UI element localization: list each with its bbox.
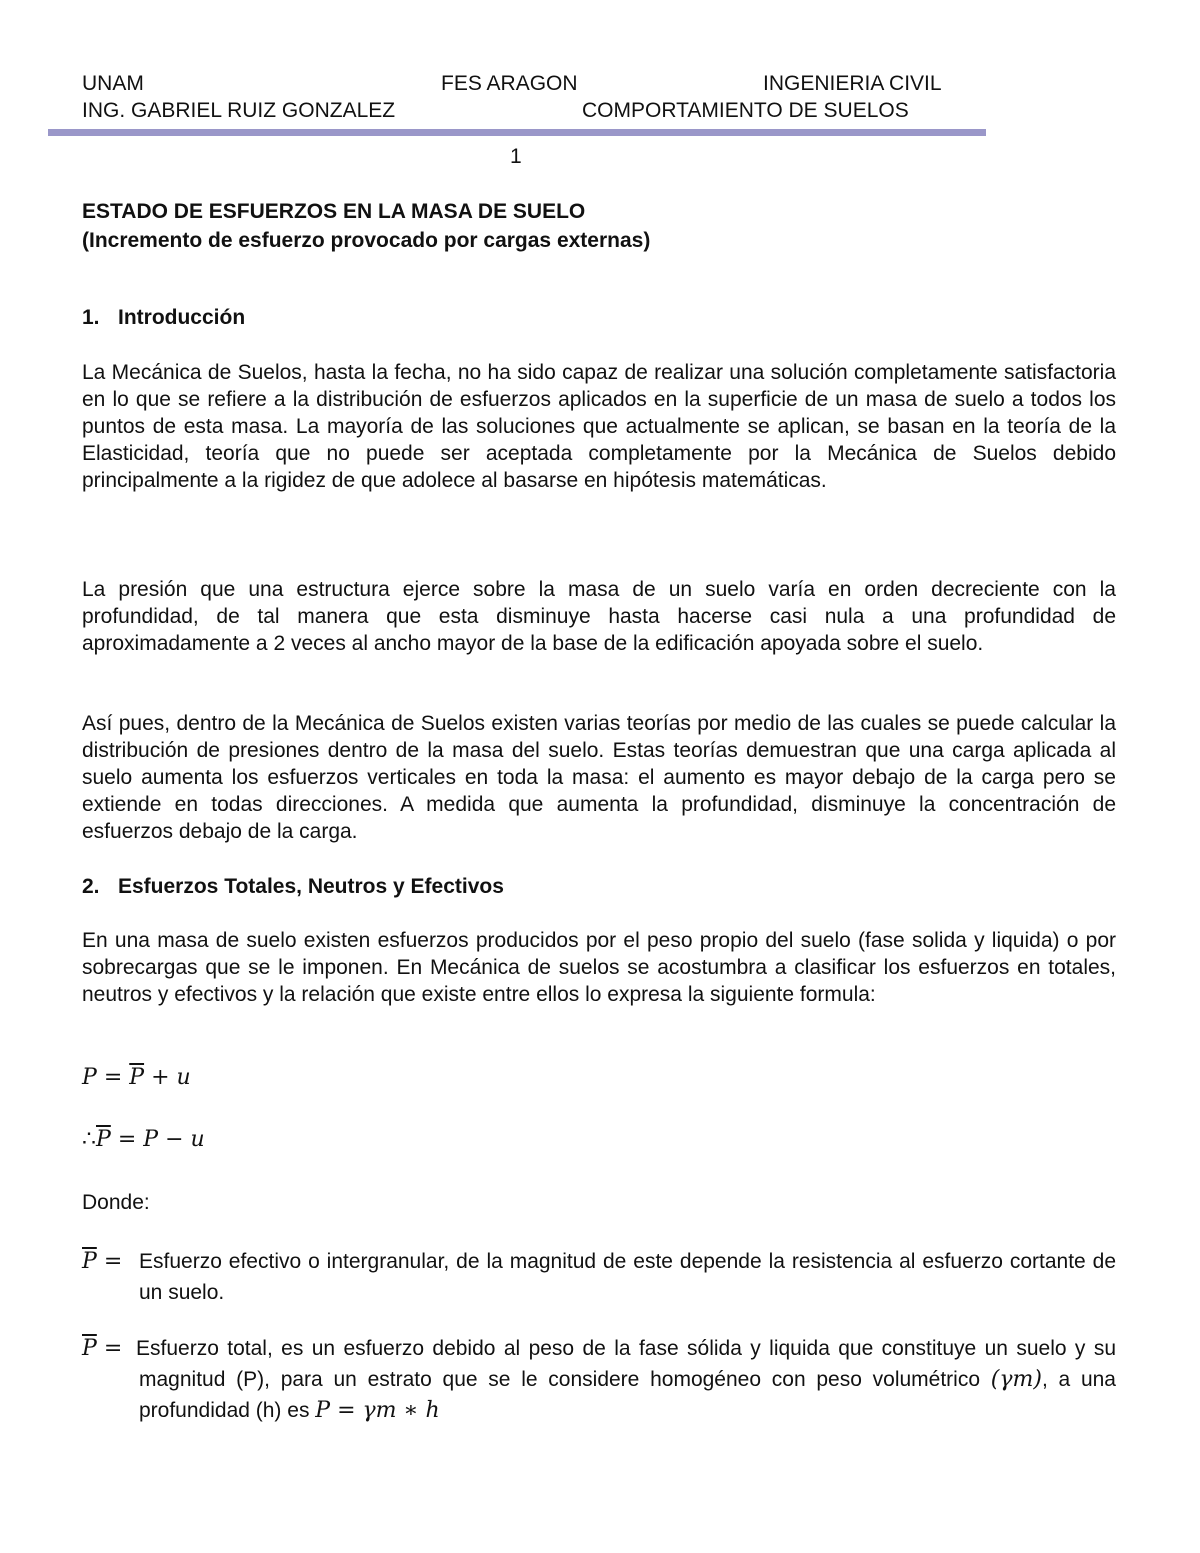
page-number: 1 [510,145,522,168]
definition-1-text: Esfuerzo efectivo o intergranular, de la magnitud de este depende la resistencia al esfuerzo cortante de un suelo. [139,1250,1116,1304]
section-1-number: 1. [82,306,100,329]
eq1-u: u [176,1065,191,1090]
definition-effective-stress [82,1246,1116,1308]
title-main: ESTADO DE ESFUERZOS EN LA MASA DE SUELO [82,200,586,223]
header-course: COMPORTAMIENTO DE SUELOS [582,99,909,122]
document-title [82,197,650,255]
eq1-plus: + [151,1065,170,1090]
header-author: ING. GABRIEL RUIZ GONZALEZ [82,99,396,122]
definition-2-symbol: $\overline{P}$ = [82,1336,123,1361]
title-subtitle: (Incremento de esfuerzo provocado por cargas externas) [82,229,651,252]
eq1-p-bar: $\overline{P}$ [129,1065,145,1090]
eq2-u: u [190,1127,205,1152]
definition-total-stress [82,1333,1116,1426]
section-1-paragraph-2: La presión que una estructura ejerce sobre la masa de un suelo varía en orden decreciente con la profundidad, de tal manera que esta disminuye hasta hacerse casi nula a una profundidad de aproximadamente a 2 veces al ancho mayor de la base de la edificación apoyada sobre el suelo. [82,578,1116,655]
section-2-title: Esfuerzos Totales, Neutros y Efectivos [118,875,504,898]
gamma-m: (γm) [990,1367,1042,1392]
section-2-number: 2. [82,875,100,898]
section-1-heading [82,306,245,330]
formula-p-gamma-h: P = γm ∗ h [315,1398,440,1423]
definition-1-symbol: $\overline{P}$ = [82,1249,123,1274]
eq2-equals: = [117,1127,137,1152]
eq2-p-bar: $\overline{P}$ [96,1127,111,1152]
header-career: INGENIERIA CIVIL [763,72,942,95]
eq1-equals: = [103,1065,123,1090]
equation-total-stress [82,1065,191,1090]
section-1-title: Introducción [118,306,246,329]
eq2-therefore: ∴ [82,1127,96,1152]
eq2-p: P [143,1127,159,1152]
section-2-paragraph: En una masa de suelo existen esfuerzos producidos por el peso propio del suelo (fase solida y liquida) o por sobrecargas que se le imponen. En Mecánica de suelos se acostumbra a clasificar los esfuerzos en totales, neutros y efectivos y la relación que existe entre ellos lo expresa la siguiente formula: [82,929,1116,1006]
header-campus: FES ARAGON [441,72,578,95]
equation-effective-stress [82,1127,205,1152]
section-1-paragraph-1: La Mecánica de Suelos, hasta la fecha, no ha sido capaz de realizar una solución completamente satisfactoria en lo que se refiere a la distribución de esfuerzos aplicados en la superficie de un masa de suelo a todos los puntos de esta masa. La mayoría de las soluciones que actualmente se aplican, se basan en la teoría de la Elasticidad, teoría que no puede ser aceptada completamente por la Mecánica de Suelos debido principalmente a la rigidez de que adolece al basarse en hipótesis matemáticas. [82,361,1116,492]
header-rule [48,129,986,136]
section-1-paragraph-3: Así pues, dentro de la Mecánica de Suelos existen varias teorías por medio de las cuales se puede calcular la distribución de presiones dentro de la masa del suelo. Estas teorías demuestran que una carga aplicada al suelo aumenta los esfuerzos verticales en toda la masa: el aumento es mayor debajo de la carga pero se extiende en todas direcciones. A medida que aumenta la profundidad, disminuye la concentración de esfuerzos debajo de la carga. [82,712,1116,843]
donde-label: Donde: [82,1191,150,1214]
header-institution: UNAM [82,72,144,95]
section-2-heading [82,875,504,899]
eq1-lhs: P [82,1065,97,1090]
definition-2-text: Esfuerzo total, es un esfuerzo debido al peso de la fase sólida y liquida que constituye un suelo y su magnitud (P), para un estrato que se le considere homogéneo con peso volumétrico (γm), a una profundidad (h) es P = γm ∗ h [136,1337,1116,1423]
eq2-minus: − [165,1127,184,1152]
